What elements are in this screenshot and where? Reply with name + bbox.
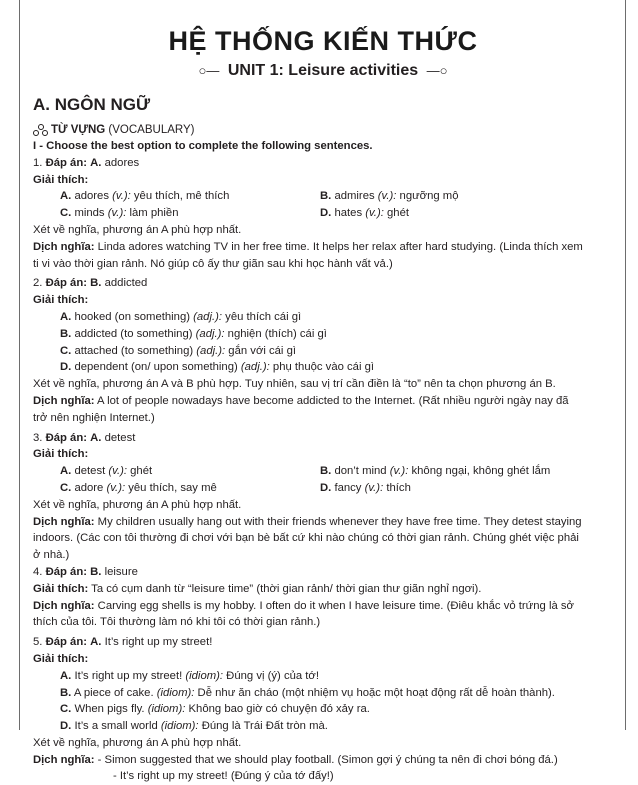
q4-answer-line xyxy=(33,564,613,581)
unit-subtitle xyxy=(33,60,613,82)
q1-option-a: A. adores (v.): yêu thích, mê thích xyxy=(60,190,230,203)
q1-translation-line-2: ti vi vào thời gian rảnh. Nó giúp cô ấy thư giãn sau khi học hành vất vả.) xyxy=(33,257,393,270)
q4-number: 4. xyxy=(33,565,46,578)
q5-translation-line-1: Dịch nghĩa: - Simon suggested that we should play football. (Simon gợi ý chúng ta nên đi chơi bóng đá.) xyxy=(33,753,558,766)
q1-answer-line xyxy=(33,155,613,172)
q3-number: 3. xyxy=(33,431,46,444)
q4-key: B. xyxy=(90,565,102,578)
q5-note: Xét về nghĩa, phương án A phù hợp nhất. xyxy=(33,736,242,749)
q1-options-row-2 xyxy=(33,205,613,222)
answer-label: Đáp án: xyxy=(45,565,87,578)
q4-explain-line: Giải thích: Ta có cụm danh từ “leisure time” (thời gian rảnh/ thời gian thư giãn nghỉ ngơi). xyxy=(33,582,482,595)
answer-label: Đáp án: xyxy=(45,636,87,649)
q1-options-row-1 xyxy=(33,188,613,205)
q4-translation-line-1: Dịch nghĩa: Carving egg shells is my hobby. I often do it when I have leisure time. (Điêu khắc vỏ trứng là sở xyxy=(33,599,574,612)
q1-word: adores xyxy=(101,156,140,169)
left-margin-rule xyxy=(19,0,20,730)
q1-translation-line-1: Dịch nghĩa: Linda adores watching TV in her free time. It helps her relax after hard studying. (Linda thích xem xyxy=(33,240,583,253)
q1-option-d: D. hates (v.): ghét xyxy=(320,207,409,220)
q5-explain-label: Giải thích: xyxy=(33,652,89,665)
q4-word: leisure xyxy=(101,565,138,578)
q2-translation-line-2: trở nên nghiện Internet.) xyxy=(33,411,155,424)
q2-option-a: A. hooked (on something) (adj.): yêu thích cái gì xyxy=(60,310,302,323)
right-ornament-icon: —○ xyxy=(426,63,448,78)
q5-option-b: B. A piece of cake. (idiom): Dễ như ăn cháo (một nhiệm vụ hoặc một hoạt động rất dễ hoàn thành). xyxy=(60,686,555,699)
q2-number: 2. xyxy=(33,277,46,290)
vocab-heading-bold: TỪ VỰNG xyxy=(51,124,106,136)
unit-subtitle-text: UNIT 1: Leisure activities xyxy=(227,62,419,79)
right-margin-rule xyxy=(625,0,626,730)
q5-option-a: A. It’s right up my street! (idiom): Đúng vị (ý) của tớ! xyxy=(60,669,319,682)
q2-option-b: B. addicted (to something) (adj.): nghiện (thích) cái gì xyxy=(60,327,327,340)
q1-explain-label: Giải thích: xyxy=(33,173,89,186)
document-page xyxy=(33,0,613,785)
q5-option-c: C. When pigs fly. (idiom): Không bao giờ có chuyện đó xảy ra. xyxy=(60,703,370,716)
vocab-heading-rest: (VOCABULARY) xyxy=(105,124,195,136)
q2-answer-line xyxy=(33,275,613,292)
q1-option-c: C. minds (v.): làm phiền xyxy=(60,207,179,220)
q3-word: detest xyxy=(101,431,136,444)
q5-number: 5. xyxy=(33,636,46,649)
q2-translation-line-1: Dịch nghĩa: A lot of people nowadays have become addicted to the Internet. (Rất nhiều người ngày nay đã xyxy=(33,394,569,407)
q1-option-b: B. admires (v.): ngưỡng mộ xyxy=(320,190,459,203)
q2-explain-label: Giải thích: xyxy=(33,294,89,307)
q5-answer-line xyxy=(33,634,613,651)
q4-translation-line-2: thích của tôi. Tôi thường làm nó khi tôi có thời gian rảnh.) xyxy=(33,616,321,629)
exercise-instruction: I - Choose the best option to complete the following sentences. xyxy=(33,140,373,152)
q3-option-d: D. fancy (v.): thích xyxy=(320,481,411,494)
q1-note: Xét về nghĩa, phương án A phù hợp nhất. xyxy=(33,223,242,236)
q1-number: 1. xyxy=(33,156,46,169)
q5-key: A. xyxy=(90,636,102,649)
q2-key: B. xyxy=(90,277,102,290)
q2-option-d: D. dependent (on/ upon something) (adj.): phụ thuộc vào cái gì xyxy=(60,361,375,374)
q1-key: A. xyxy=(90,156,102,169)
q5-option-d: D. It’s a small world (idiom): Đúng là Trái Đất tròn mà. xyxy=(60,720,328,733)
dots-cluster-icon xyxy=(33,124,49,136)
vocab-heading xyxy=(33,122,613,138)
q3-option-c: C. adore (v.): yêu thích, say mê xyxy=(60,481,217,494)
section-heading: A. NGÔN NGỮ xyxy=(33,95,151,114)
q3-key: A. xyxy=(90,431,102,444)
answer-label: Đáp án: xyxy=(45,431,87,444)
q3-option-b: B. don’t mind (v.): không ngại, không ghét lắm xyxy=(320,465,551,478)
q3-options-row-2 xyxy=(33,480,613,497)
page-title: HỆ THỐNG KIẾN THỨC xyxy=(168,26,478,56)
left-ornament-icon: ○— xyxy=(198,63,220,78)
q3-note: Xét về nghĩa, phương án A phù hợp nhất. xyxy=(33,498,242,511)
q3-explain-label: Giải thích: xyxy=(33,448,89,461)
answer-label: Đáp án: xyxy=(45,277,87,290)
answer-label: Đáp án: xyxy=(45,156,87,169)
q3-option-a: A. detest (v.): ghét xyxy=(60,465,153,478)
q2-note: Xét về nghĩa, phương án A và B phù hợp. Tuy nhiên, sau vị trí cần điền là “to” nên ta chọn phương án B. xyxy=(33,378,556,391)
q5-word: It’s right up my street! xyxy=(101,636,213,649)
q3-options-row-1 xyxy=(33,463,613,480)
q3-translation-line-1: Dịch nghĩa: My children usually hang out with their friends whenever they have free time. They detest staying xyxy=(33,515,582,528)
q3-answer-line xyxy=(33,430,613,447)
q3-translation-line-3: ở nhà.) xyxy=(33,549,70,562)
q2-option-c: C. attached (to something) (adj.): gắn với cái gì xyxy=(60,344,297,357)
q5-translation-line-2: - It’s right up my street! (Đúng ý của tớ đấy!) xyxy=(113,770,334,783)
q3-translation-line-2: indoors. (Các con tôi thường đi chơi với bạn bè bất cứ khi nào chúng có thời gian rảnh. Chúng ghét việc phải xyxy=(33,532,579,545)
q2-word: addicted xyxy=(101,277,148,290)
